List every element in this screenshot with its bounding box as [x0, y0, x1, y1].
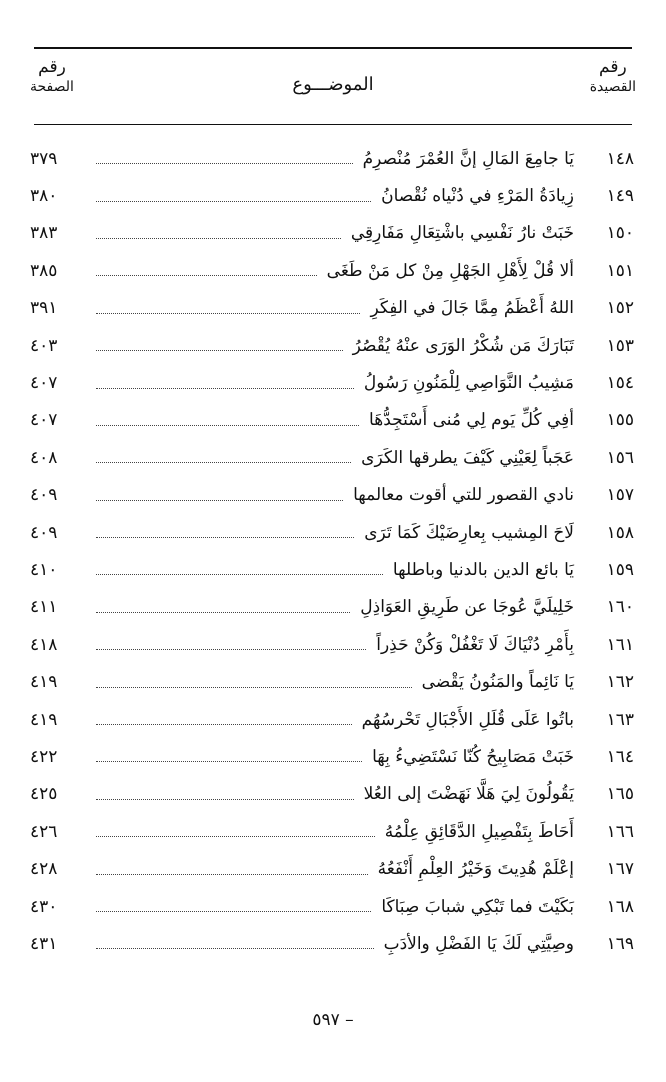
page-number: ٤٠٣ — [30, 335, 58, 356]
index-row — [30, 402, 634, 439]
poem-number: ١٤٩ — [606, 186, 634, 207]
poem-title: خَلِيلَيَّ عُوجَا عن طَرِيقِ العَوَاذِلِ — [360, 597, 574, 618]
dot-leader — [96, 350, 343, 351]
index-row — [30, 776, 634, 813]
poem-title: اللهُ أَعْظَمُ مِمَّا جَالَ في الفِكَرِ — [370, 298, 574, 319]
poem-title: أفِي كُلِّ يَوم لِي مُنى أَسْتَجِدُّهَا — [369, 410, 574, 431]
dot-leader — [96, 799, 354, 800]
index-row — [30, 813, 634, 850]
header-poem-number-line1: رقم — [599, 57, 627, 77]
dot-leader — [96, 238, 341, 239]
page-number: ٤٠٩ — [30, 522, 58, 543]
page-number: ٤٠٧ — [30, 373, 58, 394]
footer-page-number: – ٥٩٧ — [312, 1010, 354, 1030]
poem-number: ١٥٢ — [606, 298, 634, 319]
poem-title: خَبَتْ مَصَابِيحُ كُنّا نَسْتَضِيءُ بِهَا — [372, 746, 574, 767]
poem-number: ١٥٤ — [606, 373, 634, 394]
dot-leader — [96, 874, 368, 875]
dot-leader — [96, 313, 360, 314]
poem-title: يَا نَائِماً والمَنُونُ يَقْضى — [421, 672, 574, 693]
poem-number: ١٦٤ — [606, 746, 634, 767]
index-row — [30, 290, 634, 327]
page-number: ٤٢٥ — [30, 784, 58, 805]
header-poem-number-line2: القصيدة — [589, 79, 636, 96]
poem-number: ١٤٨ — [606, 148, 634, 169]
page-number: ٣٨٣ — [30, 223, 58, 244]
index-row — [30, 626, 634, 663]
poem-title: إعْلَمْ هُدِيتَ وَخَيْرُ العِلْمِ أَنْفَعُهُ — [377, 859, 574, 880]
poem-title: عَجَباً لِعَيْنِي كَيْفَ يطرقها الكَرَى — [361, 447, 574, 468]
poem-number: ١٦٣ — [606, 709, 634, 730]
index-row — [30, 850, 634, 887]
dot-leader — [96, 201, 371, 202]
dot-leader — [96, 948, 374, 949]
dot-leader — [96, 275, 317, 276]
index-row — [30, 439, 634, 476]
page-number: ٤١١ — [30, 597, 58, 618]
dot-leader — [96, 163, 353, 164]
page-number: ٤٠٩ — [30, 485, 58, 506]
poem-title: يَا بائع الدين بالدنيا وباطلها — [392, 559, 574, 580]
page-number: ٤١٨ — [30, 634, 58, 655]
poem-title: مَشِيبُ النَّوَاصِي لِلْمَنُونِ رَسُولُ — [363, 373, 574, 394]
dot-leader — [96, 500, 343, 501]
page-number: ٤٢٨ — [30, 859, 58, 880]
index-row — [30, 327, 634, 364]
index-row — [30, 738, 634, 775]
header-rule — [34, 124, 632, 125]
dot-leader — [96, 761, 362, 762]
page-number: ٣٨٥ — [30, 260, 58, 281]
page-number: ٣٧٩ — [30, 148, 58, 169]
poem-title: ألا قُلْ لِأَهْلِ الجَهْلِ مِنْ كل مَنْ طَغَى — [326, 260, 574, 281]
dot-leader — [96, 687, 412, 688]
poem-title: نادي القصور للتي أقوت معالمها — [353, 485, 574, 506]
dot-leader — [96, 649, 366, 650]
index-row — [30, 663, 634, 700]
poem-number: ١٦١ — [606, 634, 634, 655]
index-row — [30, 140, 634, 177]
poem-number: ١٦٩ — [606, 933, 634, 954]
dot-leader — [96, 724, 352, 725]
dot-leader — [96, 911, 371, 912]
index-row — [30, 477, 634, 514]
page-number: ٣٨٠ — [30, 186, 58, 207]
poem-title: تَبَارَكَ مَن شُكْرُ الوَرَى عنْهُ يُقْصُرُ — [352, 335, 574, 356]
poem-number: ١٥٠ — [606, 223, 634, 244]
poem-number: ١٦٦ — [606, 821, 634, 842]
dot-leader — [96, 836, 375, 837]
poem-title: لَاحَ المِشيب بِعارِضَيْكَ كَمَا تَرَى — [364, 522, 574, 543]
dot-leader — [96, 574, 383, 575]
dot-leader — [96, 425, 359, 426]
poem-number: ١٦٨ — [606, 896, 634, 917]
poem-title: خَبَتْ نارُ نَفْسِي باشْتِعَالِ مَفَارِقِي — [350, 223, 574, 244]
index-rows — [30, 140, 634, 963]
index-row — [30, 589, 634, 626]
page-number: ٤٢٦ — [30, 821, 58, 842]
poem-title: باتُوا عَلَى قُلَلِ الأَجْبَالِ تَحْرسُهُم — [361, 709, 574, 730]
poem-number: ١٥٩ — [606, 559, 634, 580]
poem-title: بِأَمْرِ دُنْيَاكَ لَا تَغْفُلْ وَكُنْ حَذِراً — [376, 634, 574, 655]
page-number: ٤١٩ — [30, 672, 58, 693]
page-number: ٤٠٧ — [30, 410, 58, 431]
poem-number: ١٦٠ — [606, 597, 634, 618]
poem-title: يَا جامِعَ المَالِ إنَّ العُمْرَ مُنْصرِمُ — [362, 148, 574, 169]
poem-number: ١٦٥ — [606, 784, 634, 805]
index-row — [30, 215, 634, 252]
page-number: ٤٣٠ — [30, 896, 58, 917]
dot-leader — [96, 612, 350, 613]
poem-title: زِيادَةُ المَرْءِ في دُنْياه نُقْصانُ — [381, 186, 574, 207]
index-row — [30, 364, 634, 401]
dot-leader — [96, 537, 354, 538]
index-row — [30, 252, 634, 289]
dot-leader — [96, 388, 354, 389]
index-row — [30, 888, 634, 925]
header-page-number — [30, 56, 74, 96]
poem-title: أَحَاطَ بِتَفْصِيلِ الدَّقَائِقِ عِلْمُهُ — [384, 821, 574, 842]
poem-number: ١٦٧ — [606, 859, 634, 880]
poem-number: ١٥٧ — [606, 485, 634, 506]
page-number: ٣٩١ — [30, 298, 58, 319]
poem-title: يَقُولُونَ لِيَ هَلَّا نَهَضْتَ إلى العُلا — [363, 784, 574, 805]
poem-number: ١٥٦ — [606, 447, 634, 468]
header-page-number-line1: رقم — [38, 57, 66, 77]
table-header — [30, 56, 636, 118]
index-row — [30, 551, 634, 588]
poem-number: ١٦٢ — [606, 672, 634, 693]
index-row — [30, 514, 634, 551]
dot-leader — [96, 462, 351, 463]
page-number: ٤١٠ — [30, 559, 58, 580]
page-number: ٤١٩ — [30, 709, 58, 730]
poem-number: ١٥٣ — [606, 335, 634, 356]
page-number: ٤٣١ — [30, 933, 58, 954]
poem-number: ١٥١ — [606, 260, 634, 281]
page-number: ٤٠٨ — [30, 447, 58, 468]
poem-title: بَكَيْتَ فما تَبْكِي شبابَ صِبَاكَا — [381, 896, 574, 917]
header-page-number-line2: الصفحة — [30, 79, 74, 96]
header-topic: الموضـــوع — [292, 74, 374, 95]
index-row — [30, 177, 634, 214]
poem-number: ١٥٨ — [606, 522, 634, 543]
page-number: ٤٢٢ — [30, 746, 58, 767]
index-row — [30, 701, 634, 738]
top-rule — [34, 47, 632, 49]
poem-title: وصِيَّتِي لَكَ يَا الفَضْلِ والأدَبِ — [383, 933, 574, 954]
index-row — [30, 925, 634, 962]
poem-number: ١٥٥ — [606, 410, 634, 431]
